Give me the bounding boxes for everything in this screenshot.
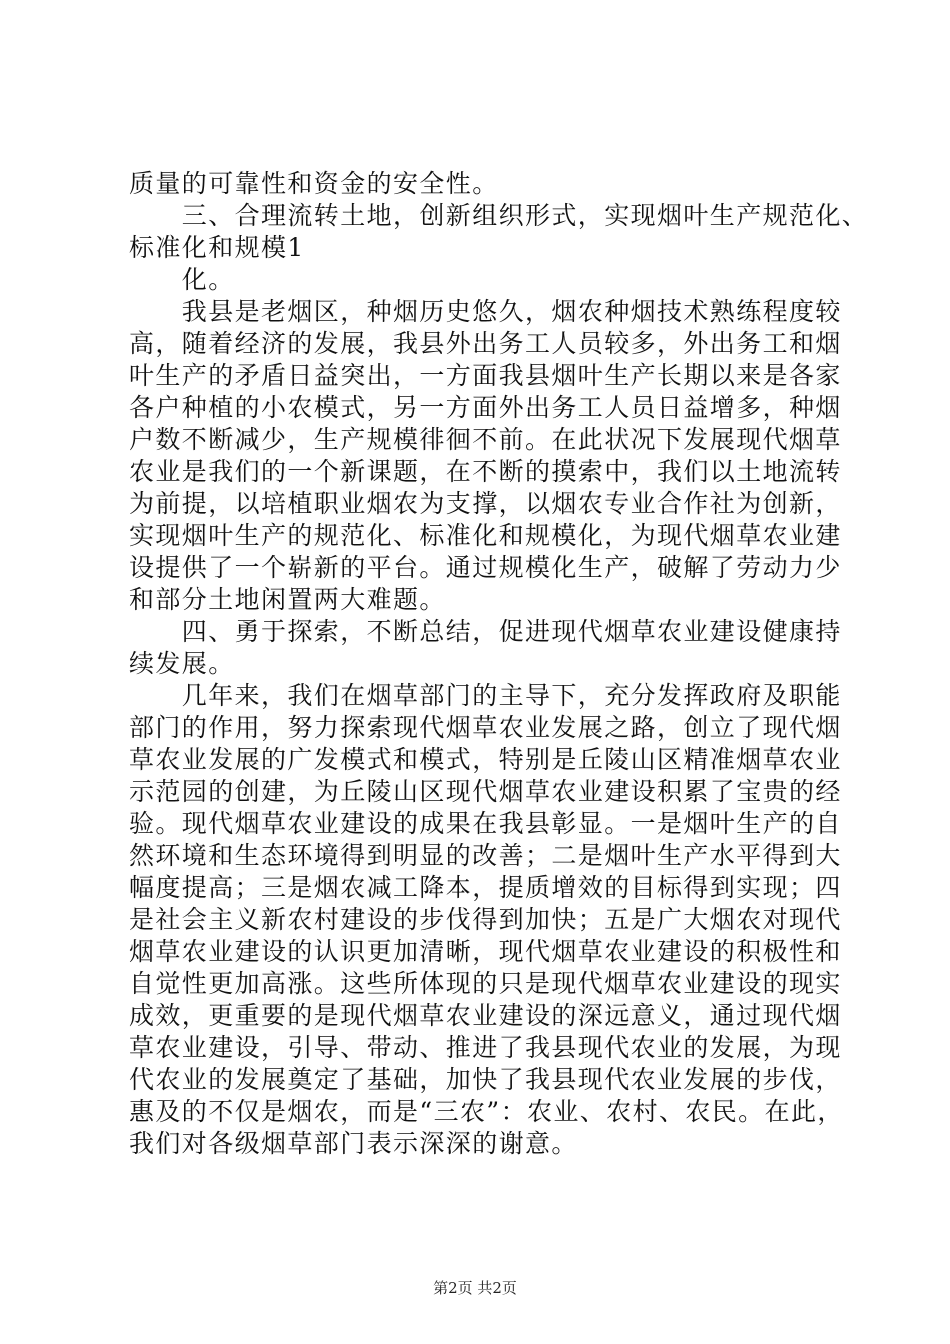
text-line: 化。	[129, 265, 235, 294]
text-line: 验。现代烟草农业建设的成果在我县彰显。一是烟叶生产的自	[129, 809, 842, 838]
text-line: 然环境和生态环境得到明显的改善；二是烟叶生产水平得到大	[129, 841, 842, 870]
text-line: 各户种植的小农模式，另一方面外出务工人员日益增多，种烟	[129, 393, 842, 422]
text-line: 示范园的创建，为丘陵山区现代烟草农业建设积累了宝贵的经	[129, 777, 842, 806]
text-line: 幅度提高；三是烟农减工降本，提质增效的目标得到实现；四	[129, 873, 842, 902]
section-heading-3: 三、合理流转土地，创新组织形式，实现烟叶生产规范化、	[129, 201, 869, 230]
text-line: 烟草农业建设的认识更加清晰，现代烟草农业建设的积极性和	[129, 937, 842, 966]
text-line: 为前提，以培植职业烟农为支撑，以烟农专业合作社为创新，	[129, 489, 842, 518]
page-number-footer: 第2页 共2页	[433, 1279, 517, 1297]
text-line: 是社会主义新农村建设的步伐得到加快；五是广大烟农对现代	[129, 905, 842, 934]
section-heading-4-cont: 续发展。	[129, 649, 235, 678]
section-heading-3-cont: 标准化和规模1	[129, 233, 305, 262]
text-line: 成效，更重要的是现代烟草农业建设的深远意义，通过现代烟	[129, 1001, 842, 1030]
text-line: 户数不断减少，生产规模徘徊不前。在此状况下发展现代烟草	[129, 425, 842, 454]
text-line: 和部分土地闲置两大难题。	[129, 585, 446, 614]
text-line: 惠及的不仅是烟农，而是“三农”：农业、农村、农民。在此，	[129, 1097, 844, 1126]
text-line: 叶生产的矛盾日益突出，一方面我县烟叶生产长期以来是各家	[129, 361, 842, 390]
text-line: 部门的作用，努力探索现代烟草农业发展之路，创立了现代烟	[129, 713, 842, 742]
text-line: 代农业的发展奠定了基础，加快了我县现代农业发展的步伐，	[129, 1065, 842, 1094]
text-line: 自觉性更加高涨。这些所体现的只是现代烟草农业建设的现实	[129, 969, 842, 998]
section-heading-4: 四、勇于探索，不断总结，促进现代烟草农业建设健康持	[129, 617, 842, 646]
text-line: 高，随着经济的发展，我县外出务工人员较多，外出务工和烟	[129, 329, 842, 358]
text-line: 实现烟叶生产的规范化、标准化和规模化，为现代烟草农业建	[129, 521, 842, 550]
text-line: 质量的可靠性和资金的安全性。	[129, 169, 499, 198]
text-line: 草农业发展的广发模式和模式，特别是丘陵山区精准烟草农业	[129, 745, 842, 774]
text-line: 几年来，我们在烟草部门的主导下，充分发挥政府及职能	[129, 681, 842, 710]
text-line: 我们对各级烟草部门表示深深的谢意。	[129, 1129, 578, 1158]
text-line: 设提供了一个崭新的平台。通过规模化生产，破解了劳动力少	[129, 553, 842, 582]
text-line: 农业是我们的一个新课题，在不断的摸索中，我们以土地流转	[129, 457, 842, 486]
text-line: 草农业建设，引导、带动、推进了我县现代农业的发展，为现	[129, 1033, 842, 1062]
text-line: 我县是老烟区，种烟历史悠久，烟农种烟技术熟练程度较	[129, 297, 842, 326]
